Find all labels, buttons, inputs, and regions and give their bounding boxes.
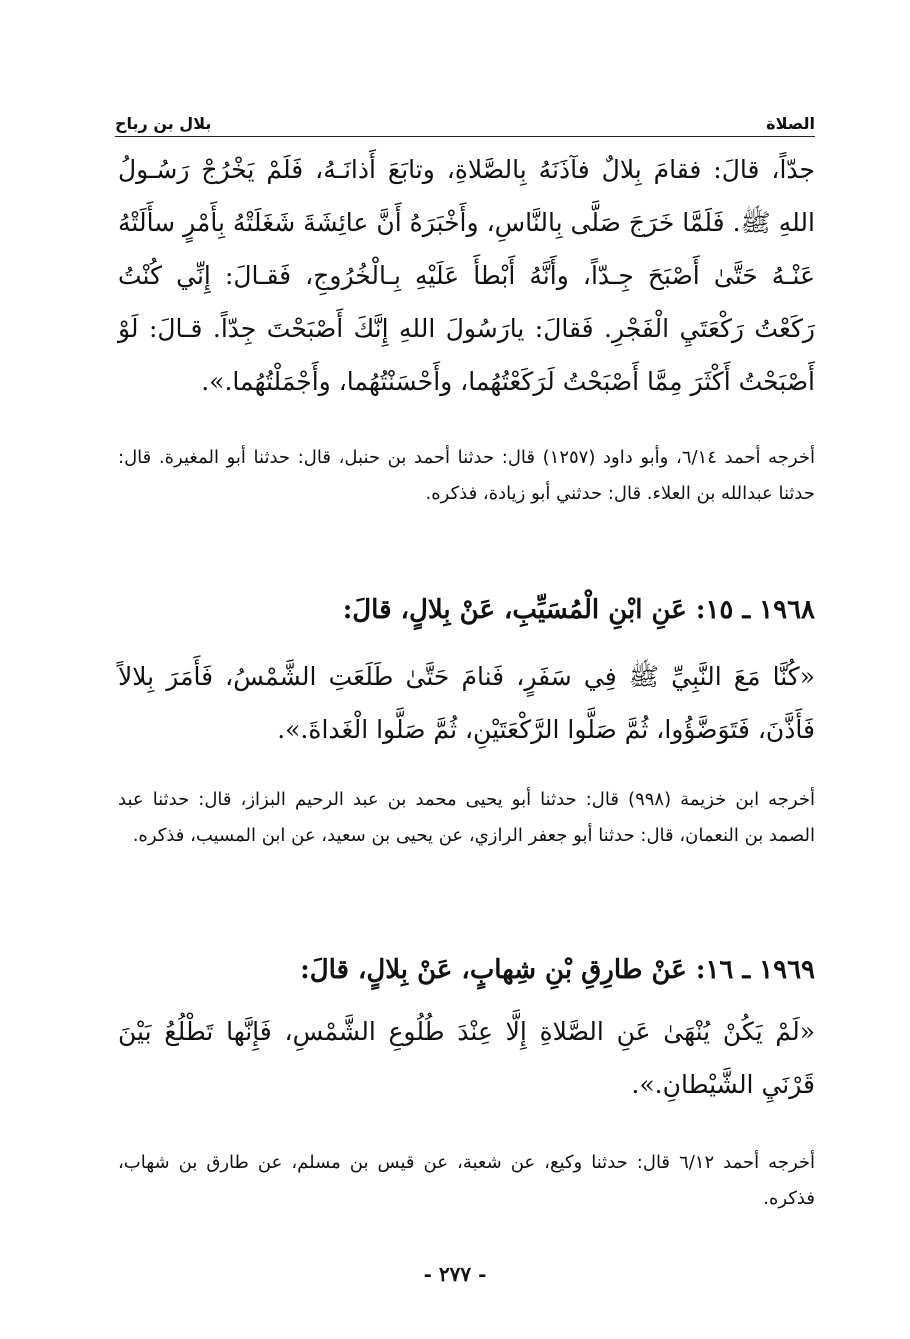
header-title: بلال بن رباح <box>115 114 212 133</box>
takhrij-note-1968: أخرجه ابن خزيمة (٩٩٨) قال: حدثنا أبو يحيى محمد بن عبد الرحيم البزاز، قال: حدثنا عبد الصمد بن النعمان، قال: حدثنا أبو جعفر الرازي، عن يحيى بن سعيد، عن ابن المسيب، فذكره. <box>118 789 815 846</box>
hadith-text-1969: «لَمْ يَكُنْ يُنْهَىٰ عَنِ الصَّلاةِ إِلَّا عِنْدَ طُلُوعِ الشَّمْسِ، فَإِنَّها تَطْلُعُ بَيْنَ قَرْنَيِ الشَّيْطانِ.». <box>118 1017 815 1099</box>
takhrij-note-1969: أخرجه أحمد ٦/١٢ قال: حدثنا وكيع، عن شعبة، عن قيس بن مسلم، عن طارق بن شهاب، فذكره. <box>118 1152 816 1209</box>
header-section: الصلاة <box>766 114 815 133</box>
hadith-heading-1968: ١٩٦٨ ـ ١٥: عَنِ ابْنِ الْمُسَيِّبِ، عَنْ بِلالٍ، قالَ: <box>342 595 815 625</box>
hadith-heading-1969: ١٩٦٩ ـ ١٦: عَنْ طارِقِ بْنِ شِهابٍ، عَنْ بِلالٍ، قالَ: <box>300 955 815 985</box>
hadith-text-1968: «كُنَّا مَعَ النَّبِيِّ ﷺ فِي سَفَرٍ، فَنامَ حَتَّىٰ طَلَعَتِ الشَّمْسُ، فَأَمَرَ بِلالاً فَأَذَّنَ، فَتَوَضَّؤُوا، ثُمَّ صَلَّوا الرَّكْعَتَيْنِ، ثُمَّ صَلَّوا الْغَداةَ.». <box>118 662 815 744</box>
takhrij-note-1967: أخرجه أحمد ٦/١٤، وأبو داود (١٢٥٧) قال: حدثنا أحمد بن حنبل، قال: حدثنا أبو المغيرة. قال: حدثنا عبدالله بن العلاء. قال: حدثني أبو زيادة، فذكره. <box>118 447 815 504</box>
page-number: - ٢٧٧ - <box>423 1262 487 1286</box>
running-header <box>115 110 815 137</box>
hadith-text-1967-end: جدّاً، قالَ: فقامَ بِلالٌ فآذَنَهُ بِالصَّلاةِ، وتابَعَ أَذانَـهُ، فَلَمْ يَخْرُجْ رَسُـولُ اللهِ ﷺ. فَلَمَّا خَرَجَ صَلَّى بِالنَّاسِ، وأَخْبَرَهُ أَنَّ عائِشَةَ شَغَلَتْهُ بِأَمْرٍ سأَلَتْهُ عَنْـهُ حَتَّىٰ أَصْبَحَ جِـدّاً، وأَنَّهُ أَبْطأَ عَلَيْهِ بِـالْخُرُوجِ، فَقـالَ: إِنِّي كُنْتُ رَكَعْتُ رَكْعَتَيِ الْفَجْرِ. فَقالَ: يارَسُولَ اللهِ إِنَّكَ أَصْبَحْتَ جِدّاً. قـالَ: لَوْ أَصْبَحْتُ أَكْثَرَ مِمَّا أَصْبَحْتُ لَرَكَعْتُهُما، وأَحْسَنْتُهُما، وأَجْمَلْتُهُما.». <box>118 155 815 396</box>
